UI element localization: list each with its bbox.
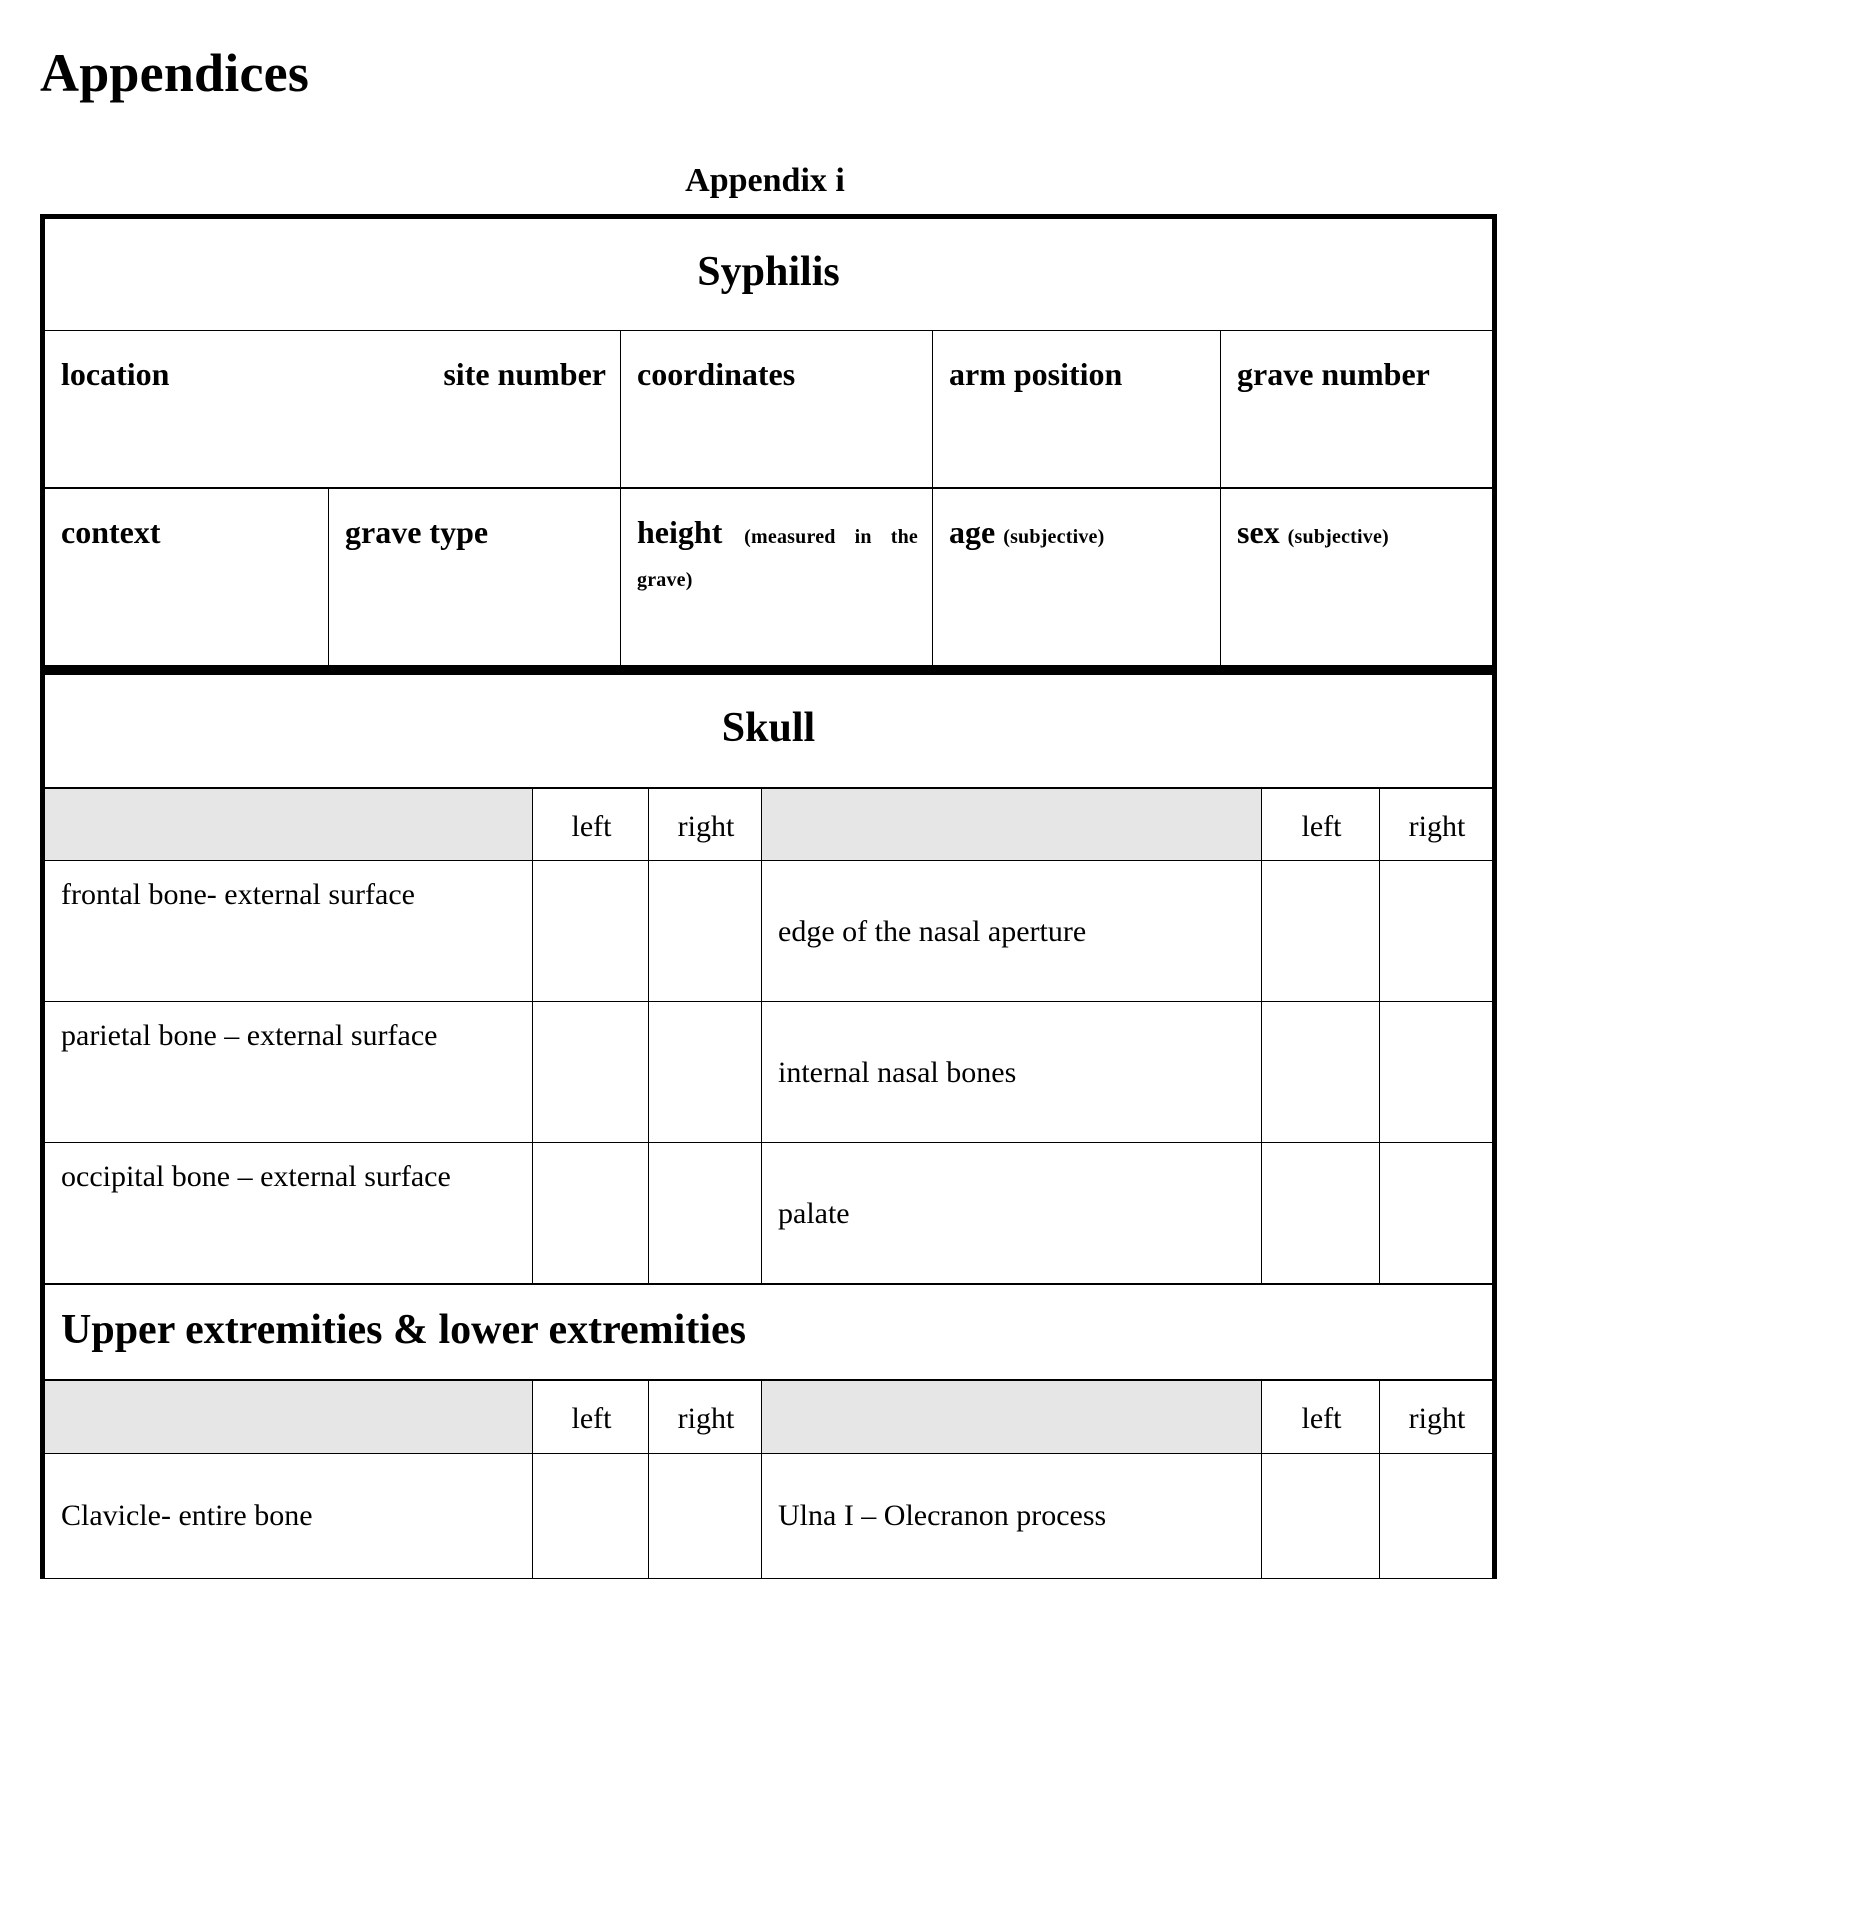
table-row (43, 1002, 1495, 1143)
cell-location-sitenumber (43, 331, 621, 489)
skull-row-0-right-box[interactable] (649, 861, 762, 1002)
cell-context (43, 488, 329, 668)
label-site-number: site number (443, 356, 606, 393)
label-sex: sex (1237, 514, 1280, 551)
skull-row-1-left-label: parietal bone – external surface (43, 1002, 533, 1143)
skull-header-left-2: left (1262, 788, 1380, 861)
skull-row-0-right-label: edge of the nasal aperture (762, 861, 1262, 1002)
extremities-header-blank-right (762, 1380, 1262, 1453)
label-grave-number: grave number (1237, 356, 1430, 393)
label-context: context (61, 514, 161, 551)
skull-row-0-left-box[interactable] (533, 861, 649, 1002)
note-height: (measured in the grave) (637, 526, 918, 591)
table-row (43, 861, 1495, 1002)
skull-row-1-right-box[interactable] (649, 1002, 762, 1143)
label-age: age (949, 514, 996, 551)
extremities-header-blank-left (43, 1380, 533, 1453)
skull-header-blank-right (762, 788, 1262, 861)
extremities-row-0-right-box[interactable] (649, 1453, 762, 1578)
extremities-header-left-2: left (1262, 1380, 1380, 1453)
note-sex: (subjective) (1287, 526, 1389, 549)
skull-row-2-right-box[interactable] (649, 1143, 762, 1285)
skull-header-right-1: right (649, 788, 762, 861)
skull-row-0-right-box-2[interactable] (1380, 861, 1495, 1002)
skull-header-blank-left (43, 788, 533, 861)
extremities-section-row (43, 1284, 1495, 1379)
extremities-row-0-left-label: Clavicle- entire bone (43, 1453, 533, 1578)
extremities-row-0-right-label: Ulna I – Olecranon process (762, 1453, 1262, 1578)
skull-header-right-2: right (1380, 788, 1495, 861)
cell-age (933, 488, 1221, 668)
cell-sex (1221, 488, 1495, 668)
skull-header-row (43, 788, 1495, 861)
skull-row-1-left-box[interactable] (533, 1002, 649, 1143)
skull-table-title: Skull (43, 673, 1495, 788)
table-row (43, 1143, 1495, 1285)
skull-row-0-left-box-2[interactable] (1262, 861, 1380, 1002)
page-title: Appendices (40, 43, 310, 103)
skull-row-2-left-box[interactable] (533, 1143, 649, 1285)
skull-title-row (43, 673, 1495, 788)
appendix-heading: Appendix i (685, 162, 845, 199)
skull-row-2-right-box-2[interactable] (1380, 1143, 1495, 1285)
note-age: (subjective) (1003, 526, 1105, 549)
skull-extremities-table (40, 670, 1497, 1578)
syphilis-table (40, 214, 1497, 670)
extremities-header-right-1: right (649, 1380, 762, 1453)
syphilis-title-row (43, 217, 1495, 331)
skull-row-2-left-label: occipital bone – external surface (43, 1143, 533, 1285)
cell-coordinates (621, 331, 933, 489)
cell-arm-position (933, 331, 1221, 489)
skull-row-2-left-box-2[interactable] (1262, 1143, 1380, 1285)
skull-row-1-right-label: internal nasal bones (762, 1002, 1262, 1143)
syphilis-header-row-2 (43, 488, 1495, 668)
skull-row-0-left-label: frontal bone- external surface (43, 861, 533, 1002)
cell-grave-number (1221, 331, 1495, 489)
syphilis-header-row-1 (43, 331, 1495, 489)
extremities-section-title: Upper extremities & lower extremities (43, 1284, 1495, 1379)
skull-header-left-1: left (533, 788, 649, 861)
skull-row-1-right-box-2[interactable] (1380, 1002, 1495, 1143)
extremities-row-0-left-box[interactable] (533, 1453, 649, 1578)
extremities-header-right-2: right (1380, 1380, 1495, 1453)
cell-height (621, 488, 933, 668)
skull-row-1-left-box-2[interactable] (1262, 1002, 1380, 1143)
label-coordinates: coordinates (637, 356, 796, 393)
extremities-header-row (43, 1380, 1495, 1453)
label-height: height (637, 514, 723, 551)
skull-row-2-right-label: palate (762, 1143, 1262, 1285)
label-grave-type: grave type (345, 514, 489, 551)
label-location: location (61, 356, 170, 393)
extremities-header-left-1: left (533, 1380, 649, 1453)
extremities-row-0-left-box-2[interactable] (1262, 1453, 1380, 1578)
table-row (43, 1453, 1495, 1578)
extremities-row-0-right-box-2[interactable] (1380, 1453, 1495, 1578)
syphilis-table-title: Syphilis (43, 217, 1495, 331)
label-arm-position: arm position (949, 356, 1123, 393)
cell-grave-type (329, 488, 621, 668)
